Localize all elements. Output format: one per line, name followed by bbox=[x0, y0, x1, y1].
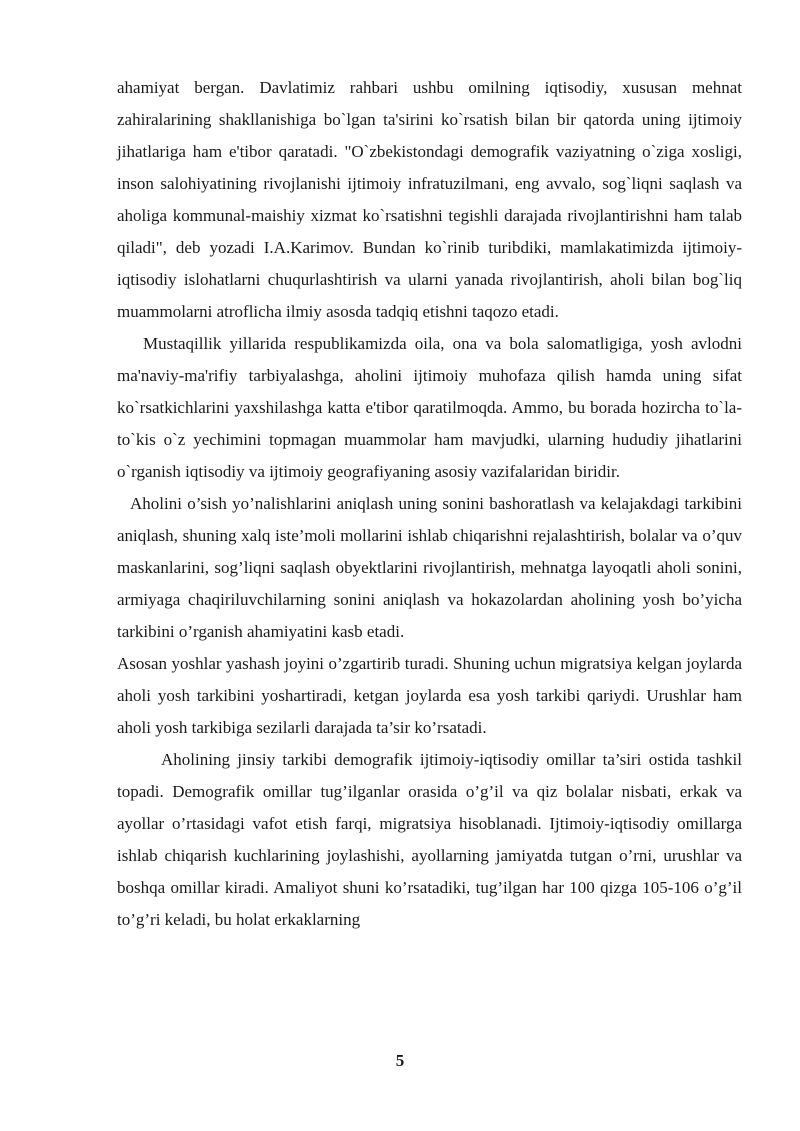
paragraph-population-growth: Aholini o’sish yo’nalishlarini aniqlash uning sonini bashoratlash va kelajakdagi tarkibini aniqlash, shuning xalq iste’moli mollarini ishlab chiqarishni rejalashtirish, bolalar va o’quv maskanlarini, sog’liqni saqlash obyektlarini rivojlantirish, mehnatga layoqatli aholi sonini, armiyaga chaqiriluvchilarning sonini aniqlash va hokazolardan aholining yosh bo’yicha tarkibini o’rganish ahamiyatini kasb etadi. bbox=[117, 494, 742, 641]
paragraph-independence-years: Mustaqillik yillarida respublikamizda oila, ona va bola salomatligiga, yosh avlodni ma'naviy-ma'rifiy tarbiyalashga, aholini ijtimoiy muhofaza qilish hamda uning sifat ko`rsatkichlarini yaxshilashga katta e'tibor qaratilmoqda. Ammo, bu borada hozircha to`la-to`kis o`z yechimini topmagan muammolar ham mavjudki, ularning hududiy jihatlarini o`rganish iqtisodiy va ijtimoiy geografiyaning asosiy vazifalaridan biridir. bbox=[117, 334, 742, 481]
paragraph-migration: Asosan yoshlar yashash joyini o’zgartirib turadi. Shuning uchun migratsiya kelgan joylarda aholi yosh tarkibini yoshartiradi, ketgan joylarda esa yosh tarkibi qariydi. Urushlar ham aholi yosh tarkibiga sezilarli darajada ta’sir ko’rsatadi. bbox=[117, 654, 742, 737]
paragraph-gender-structure: Aholining jinsiy tarkibi demografik ijtimoiy-iqtisodiy omillar ta’siri ostida tashkil topadi. Demografik omillar tug’ilganlar orasida o’g’il va qiz bolalar nisbati, erkak va ayollar o’rtasidagi vafot etish farqi, migratsiya hisoblanadi. Ijtimoiy-iqtisodiy omillarga ishlab chiqarish kuchlarining joylashishi, ayollarning jamiyatda tutgan o’rni, urushlar va boshqa omillar kiradi. Amaliyot shuni ko’rsatadiki, tug’ilgan har 100 qizga 105-106 o’g’il to’g’ri keladi, bu holat erkaklarning bbox=[117, 750, 742, 929]
body-text bbox=[117, 72, 742, 936]
paragraph-continuation: ahamiyat bergan. Davlatimiz rahbari ushbu omilning iqtisodiy, xususan mehnat zahiralarining shakllanishiga bo`lgan ta'sirini ko`rsatish bilan bir qatorda uning ijtimoiy jihatlariga ham e'tibor qaratadi. "O`zbekistondagi demografik vaziyatning o`ziga xosligi, inson salohiyatining rivojlanishi ijtimoiy infratuzilmani, eng avvalo, sog`liqni saqlash va aholiga kommunal-maishiy xizmat ko`rsatishni tegishli darajada rivojlantirishni ham talab qiladi", deb yozadi I.A.Karimov. Bundan ko`rinib turibdiki, mamlakatimizda ijtimoiy-iqtisodiy islohatlarni chuqurlashtirish va ularni yanada rivojlantirish, aholi bilan bog`liq muammolarni atroflicha ilmiy asosda tadqiq etishni taqozo etadi. bbox=[117, 78, 742, 321]
page-number: 5 bbox=[395, 1051, 405, 1070]
